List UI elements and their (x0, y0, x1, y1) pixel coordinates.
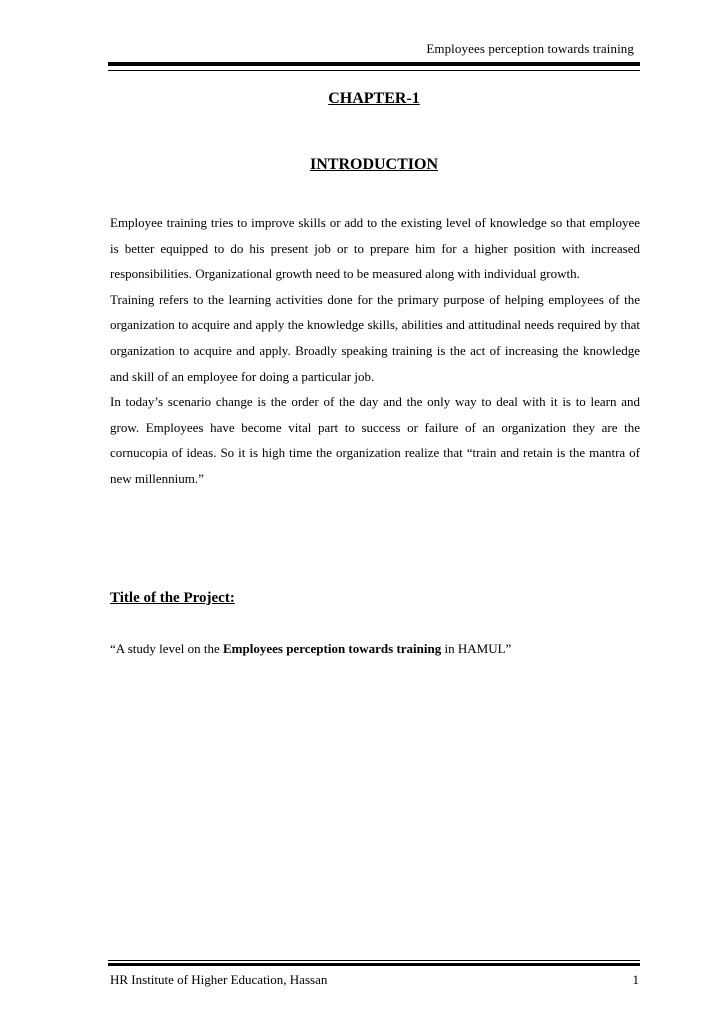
project-name-prefix: “A study level on the (110, 641, 224, 656)
footer-rule (108, 960, 640, 961)
project-name (110, 641, 511, 657)
footer-institute: HR Institute of Higher Education, Hassan (110, 972, 328, 987)
chapter-number: CHAPTER-1 (328, 90, 420, 107)
header-rule-thin (108, 70, 640, 71)
paragraph: In today’s scenario change is the order of the day and the only way to deal with it is to learn and grow. Employees have become vital part to success or failure of an organization they are the cornucopia of ideas. So it is high time the organization realize that “train and retain is the mantra of new millennium.” (110, 394, 640, 486)
paragraph: Employee training tries to improve skills or add to the existing level of knowledge so that employee is better equipped to do his present job or to prepare him for a higher position with increased responsibilities. Organizational growth need to be measured along with individual growth. (110, 215, 640, 282)
running-header: Employees perception towards training (426, 41, 634, 56)
project-heading: Title of the Project: (110, 590, 235, 606)
chapter-title: INTRODUCTION (309, 156, 438, 173)
header-rule (108, 62, 640, 66)
page-number: 1 (632, 972, 639, 987)
project-name-suffix: in HAMUL” (441, 641, 512, 656)
paragraph: Training refers to the learning activities done for the primary purpose of helping employees of the organization to acquire and apply the knowledge skills, abilities and attitudinal needs required by that organization to acquire and apply. Broadly speaking training is the act of increasing the knowledge and skill of an employee for doing a particular job. (110, 291, 640, 384)
footer-rule-thick (108, 963, 640, 966)
body-text (110, 210, 640, 492)
project-name-emphasis: Employees perception towards training (223, 641, 442, 656)
